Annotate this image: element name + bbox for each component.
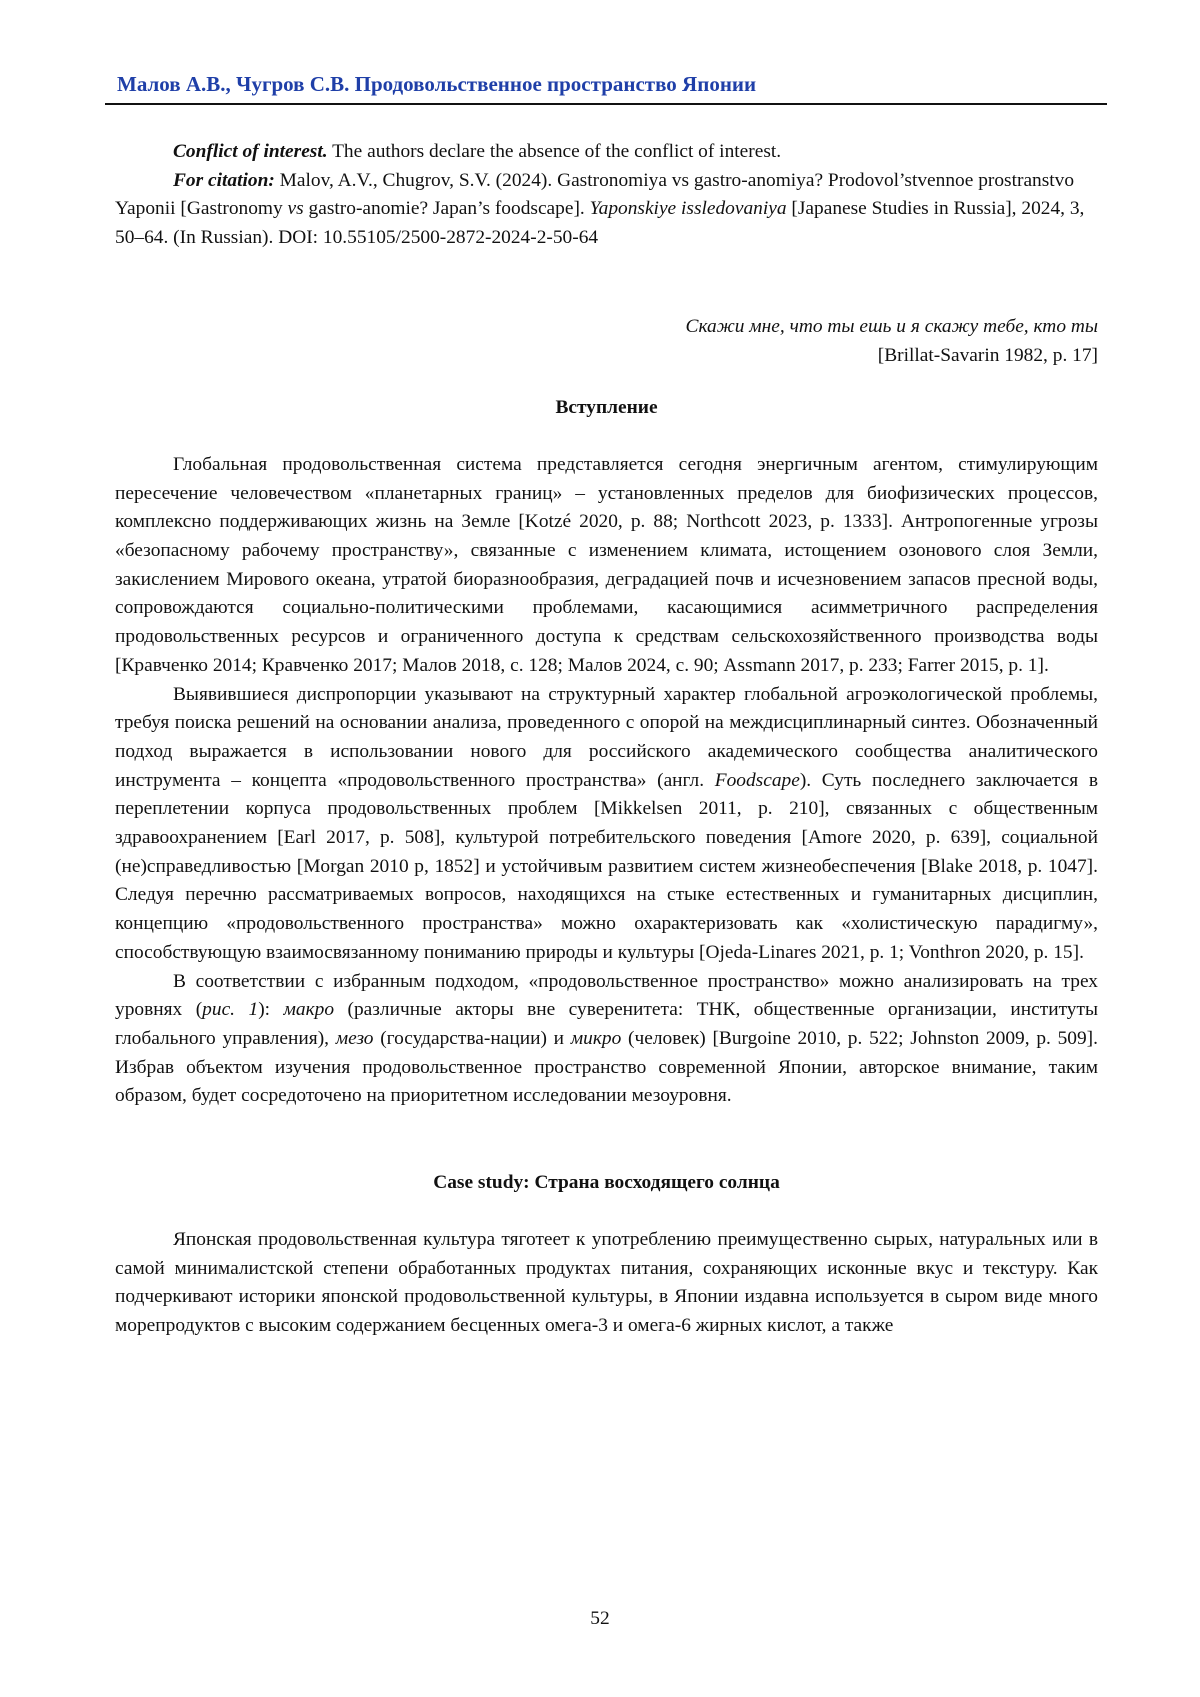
epigraph <box>115 313 1098 370</box>
paragraph-3-text-b: ): <box>258 999 284 1021</box>
paragraph-3-text-d: (государства-нации) и <box>373 1027 571 1049</box>
conflict-of-interest <box>115 138 1098 167</box>
paragraph-2 <box>115 681 1098 968</box>
header-rule <box>105 103 1107 105</box>
citation-text-3: [Japanese Studies in Russia], 2024, 3, 50–64. (In Russian). DOI: 10.55105/2500-2872-2024-2-50-64 <box>115 198 1085 249</box>
term-macro: макро <box>283 999 335 1021</box>
foodscape-term: Foodscape <box>714 769 800 791</box>
paragraph-3-text-e: (человек) [Burgoine 2010, p. 522; Johnston 2009, p. 509]. Избрав объектом изучения продовольственное пространство современной Японии, авторское внимание, таким образом, будет сосредоточено на приоритетном исследовании мезоуровня. <box>115 1027 1098 1107</box>
citation-vs: vs <box>287 198 304 220</box>
citation-text-2: gastro-anomie? Japan’s foodscape]. <box>303 198 590 220</box>
paragraph-2-text-b: ). Суть последнего заключается в переплетении корпуса продовольственных проблем [Mikkelsen 2011, p. 210], связанных с общественным здравоохранением [Earl 2017, p. 508], культурой потребительского поведения [Amore 2020, p. 639], социальной (не)справедливостью [Morgan 2010 p, 1852] и устойчивым развитием систем жизнеобеспечения [Blake 2018, p. 1047]. Следуя перечню рассматриваемых вопросов, находящихся на стыке естественных и гуманитарных дисциплин, концепцию «продовольственного пространства» можно охарактеризовать как «холистическую парадигму», способствующую взаимосвязанному пониманию природы и культуры [Ojeda-Linares 2021, p. 1; Vonthron 2020, p. 15]. <box>115 769 1098 963</box>
section-heading-case-study: Case study: Страна восходящего солнца <box>433 1172 780 1194</box>
article-body <box>115 138 1098 1341</box>
term-meso: мезо <box>335 1027 374 1049</box>
section-heading-intro: Вступление <box>555 397 658 419</box>
epigraph-quote: Скажи мне, что ты ешь и я скажу тебе, кто ты <box>685 315 1098 337</box>
paragraph-2-text-a: Выявившиеся диспропорции указывают на структурный характер глобальной агроэкологической проблемы, требуя поиска решений на основании анализа, проведенного с опорой на междисциплинарный синтез. Обозначенный подход выражается в использовании нового для российского академического сообщества аналитического инструмента – концепта «продовольственного пространства» (англ. <box>115 683 1098 791</box>
term-micro: микро <box>570 1027 622 1049</box>
paragraph-3-text-c: (различные акторы вне суверенитета: ТНК, общественные организации, институты глобального управления), <box>115 999 1098 1049</box>
citation-label: For citation: <box>173 169 275 191</box>
citation-text-1: Malov, A.V., Chugrov, S.V. (2024). Gastronomiya vs gastro-anomiya? Prodovol’stvennoe prostranstvo Yaponii [Gastronomy <box>115 169 1075 220</box>
page-number: 52 <box>590 1608 610 1629</box>
figure-reference: рис. 1 <box>202 999 259 1021</box>
paragraph-3-text-a: В соответствии с избранным подходом, «продовольственное пространство» можно анализировать на трех уровнях ( <box>115 970 1098 1021</box>
citation-journal: Yaponskiye issledovaniya <box>589 198 787 220</box>
epigraph-source: [Brillat-Savarin 1982, p. 17] <box>877 344 1098 366</box>
paragraph-3 <box>115 968 1098 1112</box>
running-header: Малов А.В., Чугров С.В. Продовольственное пространство Японии <box>117 72 757 96</box>
citation <box>115 167 1098 253</box>
conflict-label: Conflict of interest. <box>173 141 328 162</box>
conflict-text: The authors declare the absence of the conflict of interest. <box>327 141 782 162</box>
paragraph-1: Глобальная продовольственная система представляется сегодня энергичным агентом, стимулирующим пересечение человечеством «планетарных границ» – установленных пределов для биофизических процессов, комплексно поддерживающих жизнь на Земле [Kotzé 2020, p. 88; Northcott 2023, p. 1333]. Антропогенные угрозы «безопасному рабочему пространству», связанные с изменением климата, истощением озонового слоя Земли, закислением Мирового океана, утратой биоразнообразия, деградацией почв и исчезновением запасов пресной воды, сопровождаются социально-политическими проблемами, касающимися асимметричного распределения продовольственных ресурсов и ограниченного доступа к средствам сельскохозяйственного производства воды [Кравченко 2014; Кравченко 2017; Малов 2018, с. 128; Малов 2024, с. 90; Assmann 2017, p. 233; Farrer 2015, p. 1]. <box>115 453 1098 676</box>
paragraph-4: Японская продовольственная культура тяготеет к употреблению преимущественно сырых, натуральных или в самой минималистской степени обработанных продуктах питания, сохраняющих исконные вкус и текстуру. Как подчеркивают историки японской продовольственной культуры, в Японии издавна используется в сыром виде много морепродуктов с высоким содержанием бесценных омега-3 и омега-6 жирных кислот, а также <box>115 1228 1098 1336</box>
